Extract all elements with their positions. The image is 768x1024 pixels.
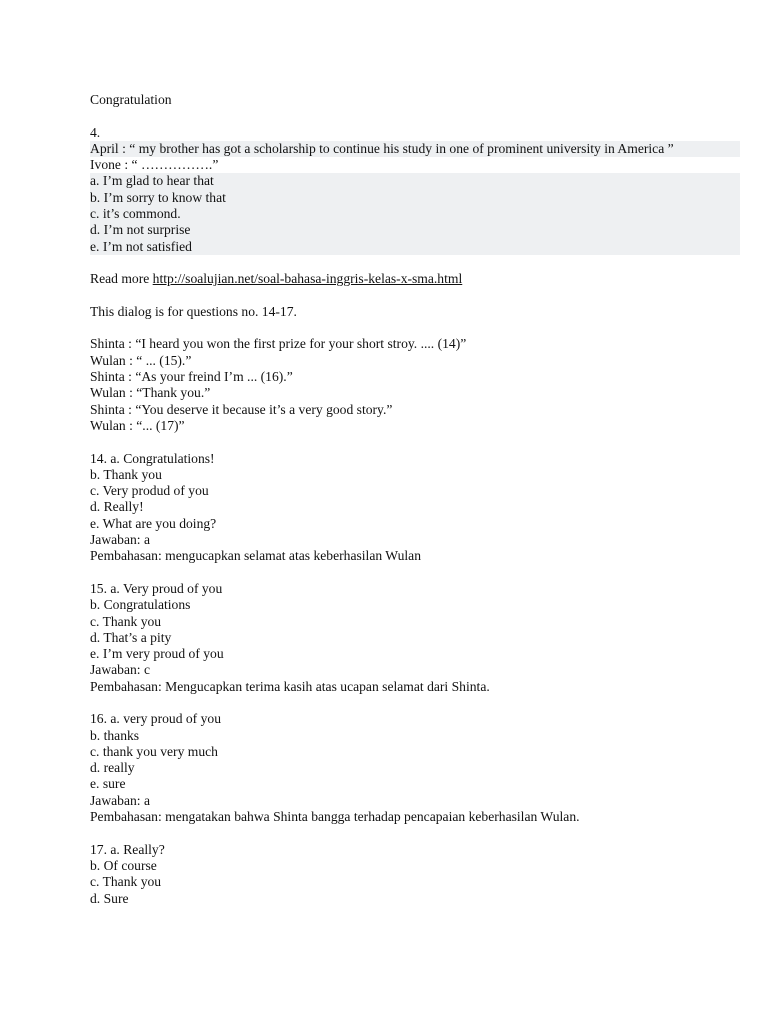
read-more [90, 271, 740, 287]
explanation-line: Pembahasan: mengucapkan selamat atas keberhasilan Wulan [90, 548, 421, 564]
option-e: e. I’m not satisfied [90, 239, 740, 255]
dialog-line: Wulan : “Thank you.” [90, 385, 211, 401]
question-line: b. Of course [90, 857, 157, 873]
document-heading: Congratulation [90, 92, 172, 107]
dialog-line: Wulan : “ ... (15).” [90, 352, 192, 368]
question-4 [90, 125, 740, 255]
question-line: 17. a. Really? [90, 841, 165, 857]
question-line: 15. a. Very proud of you [90, 580, 223, 596]
dialog-line: Wulan : “... (17)” [90, 417, 185, 433]
dialog-line-ivone: Ivone : “ …………….” [90, 157, 219, 173]
question-line: 16. a. very proud of you [90, 711, 221, 727]
explanation-line: Pembahasan: mengatakan bahwa Shinta bangga terhadap pencapaian keberhasilan Wulan. [90, 809, 580, 825]
dialog-line-april: April : “ my brother has got a scholarship to continue his study in one of prominent university in America ” [90, 141, 740, 157]
option-b: b. I’m sorry to know that [90, 190, 740, 206]
question-line: c. Very produd of you [90, 483, 209, 499]
question-line: d. Really! [90, 499, 144, 515]
question-16 [90, 711, 740, 825]
document-page [90, 92, 740, 907]
question-line: e. sure [90, 776, 126, 792]
question-line: c. thank you very much [90, 743, 218, 759]
option-a: a. I’m glad to hear that [90, 173, 740, 189]
dialog-block [90, 336, 740, 434]
question-line: d. really [90, 760, 135, 776]
question-line: c. Thank you [90, 874, 162, 890]
question-14 [90, 451, 740, 565]
answer-line: Jawaban: a [90, 792, 151, 808]
question-number: 4. [90, 124, 101, 140]
question-line: d. That’s a pity [90, 629, 172, 645]
option-c: c. it’s commond. [90, 206, 740, 222]
question-17 [90, 842, 740, 907]
question-line: 14. a. Congratulations! [90, 450, 215, 466]
question-line: b. Congratulations [90, 597, 191, 613]
question-line: e. What are you doing? [90, 515, 217, 531]
question-line: b. thanks [90, 727, 140, 743]
question-15 [90, 581, 740, 695]
read-more-label: Read more [90, 271, 150, 287]
explanation-line: Pembahasan: Mengucapkan terima kasih atas ucapan selamat dari Shinta. [90, 678, 490, 694]
dialog-intro: This dialog is for questions no. 14-17. [90, 303, 297, 319]
question-line: c. Thank you [90, 613, 162, 629]
option-d: d. I’m not surprise [90, 222, 740, 238]
answer-line: Jawaban: c [90, 662, 151, 678]
read-more-link[interactable]: http://soalujian.net/soal-bahasa-inggris-kelas-x-sma.html [152, 271, 463, 287]
dialog-line: Shinta : “I heard you won the first prize for your short stroy. .... (14)” [90, 336, 467, 352]
answer-line: Jawaban: a [90, 532, 151, 548]
dialog-line: Shinta : “As your freind I’m ... (16).” [90, 369, 293, 385]
question-line: b. Thank you [90, 466, 162, 482]
question-line: e. I’m very proud of you [90, 646, 224, 662]
dialog-line: Shinta : “You deserve it because it’s a very good story.” [90, 401, 393, 417]
question-line: d. Sure [90, 890, 129, 906]
